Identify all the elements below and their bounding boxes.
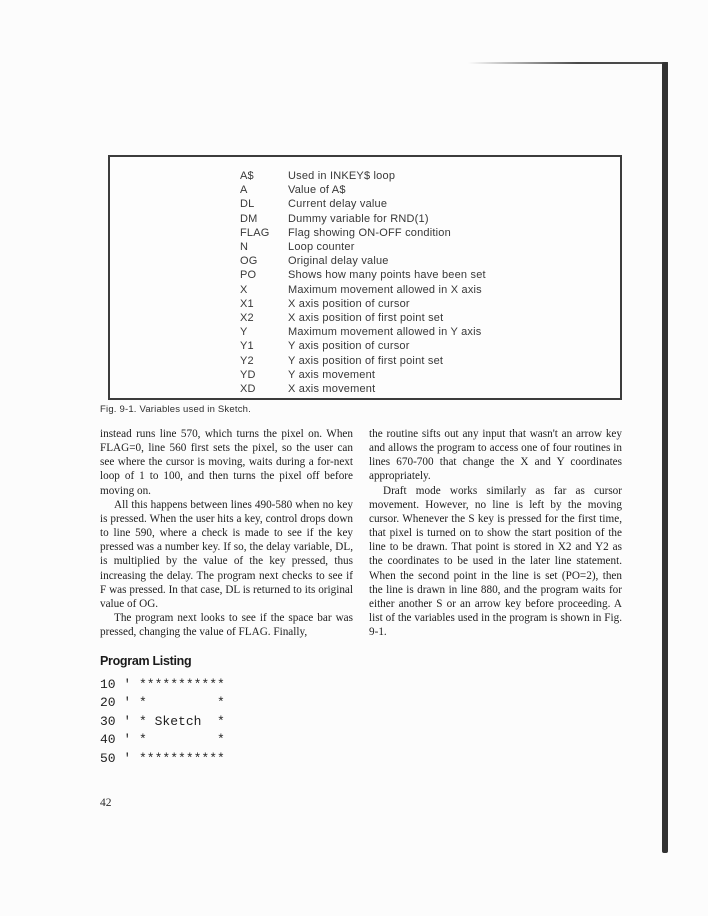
table-row bbox=[240, 311, 612, 325]
variable-name: N bbox=[240, 241, 249, 254]
table-row bbox=[240, 268, 612, 282]
code-line: 50 ' *********** bbox=[100, 750, 225, 766]
paragraph: All this happens between lines 490-580 when no key is pressed. When the user hits a key, control drops down to line 590, where a check is made to see if the key pressed was a number key. If so, the delay variable, DL, is multiplied by the value of the key pressed, thus increasing the delay. The program next checks to see if F was pressed. In that case, DL is returned to its original value of OG. bbox=[100, 498, 353, 610]
paragraph: instead runs line 570, which turns the pixel on. When FLAG=0, line 560 first sets the pixel, so the user can see where the cursor is moving, waits during a for-next loop of 1 to 100, and then turns the pixel off before moving on. bbox=[100, 428, 353, 497]
page-edge-shadow-horizontal bbox=[468, 62, 668, 64]
variable-description: Maximum movement allowed in Y axis bbox=[288, 326, 482, 339]
table-row bbox=[240, 169, 612, 183]
code-line: 40 ' * * bbox=[100, 732, 225, 748]
paragraph: Draft mode works similarly as far as cursor movement. However, no line is left by the moving cursor. Whenever the S key is pressed for the first time, that pixel is turned on to show the start position of the line to be drawn. That point is stored in X2 and Y2 as the coordinates to be used in the later line statement. When the second point in the line is set (PO=2), then the line is drawn in line 880, and the program waits for either another S or an arrow key before proceeding. A list of the variables used in the program is shown in Fig. 9-1. bbox=[369, 484, 622, 639]
table-row bbox=[240, 212, 612, 226]
variable-description: Y axis position of cursor bbox=[288, 340, 410, 353]
variable-name: Y2 bbox=[240, 354, 254, 367]
variable-name: A bbox=[240, 184, 248, 197]
variable-name: XD bbox=[240, 383, 256, 396]
code-line: 10 ' *********** bbox=[100, 677, 225, 692]
variable-description: Y axis position of first point set bbox=[288, 354, 444, 367]
figure-box bbox=[108, 155, 622, 400]
table-row bbox=[240, 197, 612, 211]
variable-description: Original delay value bbox=[288, 255, 389, 268]
page-edge-shadow-vertical bbox=[662, 62, 668, 853]
variable-description: Current delay value bbox=[288, 198, 388, 211]
table-row bbox=[240, 325, 612, 339]
variable-name: DL bbox=[240, 198, 255, 211]
variable-description: Value of A$ bbox=[288, 184, 346, 197]
variable-name: A$ bbox=[240, 170, 254, 182]
figure-caption: Fig. 9-1. Variables used in Sketch. bbox=[100, 404, 251, 415]
variable-description: X axis position of cursor bbox=[288, 297, 410, 310]
variable-name: X bbox=[240, 283, 248, 296]
variable-description: Y axis movement bbox=[288, 368, 376, 381]
table-row bbox=[240, 354, 612, 368]
table-row bbox=[240, 254, 612, 268]
page-number: 42 bbox=[100, 797, 112, 809]
variable-name: PO bbox=[240, 269, 257, 282]
variable-name: X1 bbox=[240, 297, 254, 310]
table-row bbox=[240, 183, 612, 197]
variable-description: Used in INKEY$ loop bbox=[288, 170, 396, 182]
variable-description: Maximum movement allowed in X axis bbox=[288, 283, 482, 296]
variable-description: X axis movement bbox=[288, 383, 376, 396]
article-body bbox=[100, 427, 623, 639]
code-line: 20 ' * * bbox=[100, 695, 225, 711]
variable-name: Y bbox=[240, 326, 248, 339]
table-row bbox=[240, 283, 612, 297]
code-line: 30 ' * Sketch * bbox=[100, 713, 225, 729]
table-row bbox=[240, 339, 612, 353]
table-row bbox=[240, 382, 612, 396]
variable-description: X axis position of first point set bbox=[288, 312, 444, 325]
variable-name: DM bbox=[240, 212, 258, 225]
paragraph: the routine sifts out any input that wasn't an arrow key and allows the program to access one of four routines in lines 670-700 that change the X and Y coordinates appropriately. bbox=[369, 428, 622, 483]
variable-description: Flag showing ON-OFF condition bbox=[288, 226, 451, 239]
body-text-right-column bbox=[369, 427, 622, 639]
variable-name: FLAG bbox=[240, 226, 270, 239]
table-row bbox=[240, 226, 612, 240]
variable-name: X2 bbox=[240, 312, 254, 325]
program-listing-code bbox=[100, 676, 225, 768]
variable-name: YD bbox=[240, 368, 256, 381]
program-listing-heading: Program Listing bbox=[100, 654, 192, 668]
variable-description: Loop counter bbox=[288, 241, 355, 254]
variable-table bbox=[240, 169, 612, 396]
table-row bbox=[240, 368, 612, 382]
table-row bbox=[240, 240, 612, 254]
variable-name: Y1 bbox=[240, 340, 254, 353]
table-row bbox=[240, 297, 612, 311]
variable-name: OG bbox=[240, 255, 258, 268]
body-text-left-column bbox=[100, 427, 353, 639]
variable-description: Dummy variable for RND(1) bbox=[288, 212, 429, 225]
paragraph: The program next looks to see if the space bar was pressed, changing the value of FLAG. Finally, bbox=[100, 612, 353, 639]
variable-description: Shows how many points have been set bbox=[288, 269, 486, 282]
